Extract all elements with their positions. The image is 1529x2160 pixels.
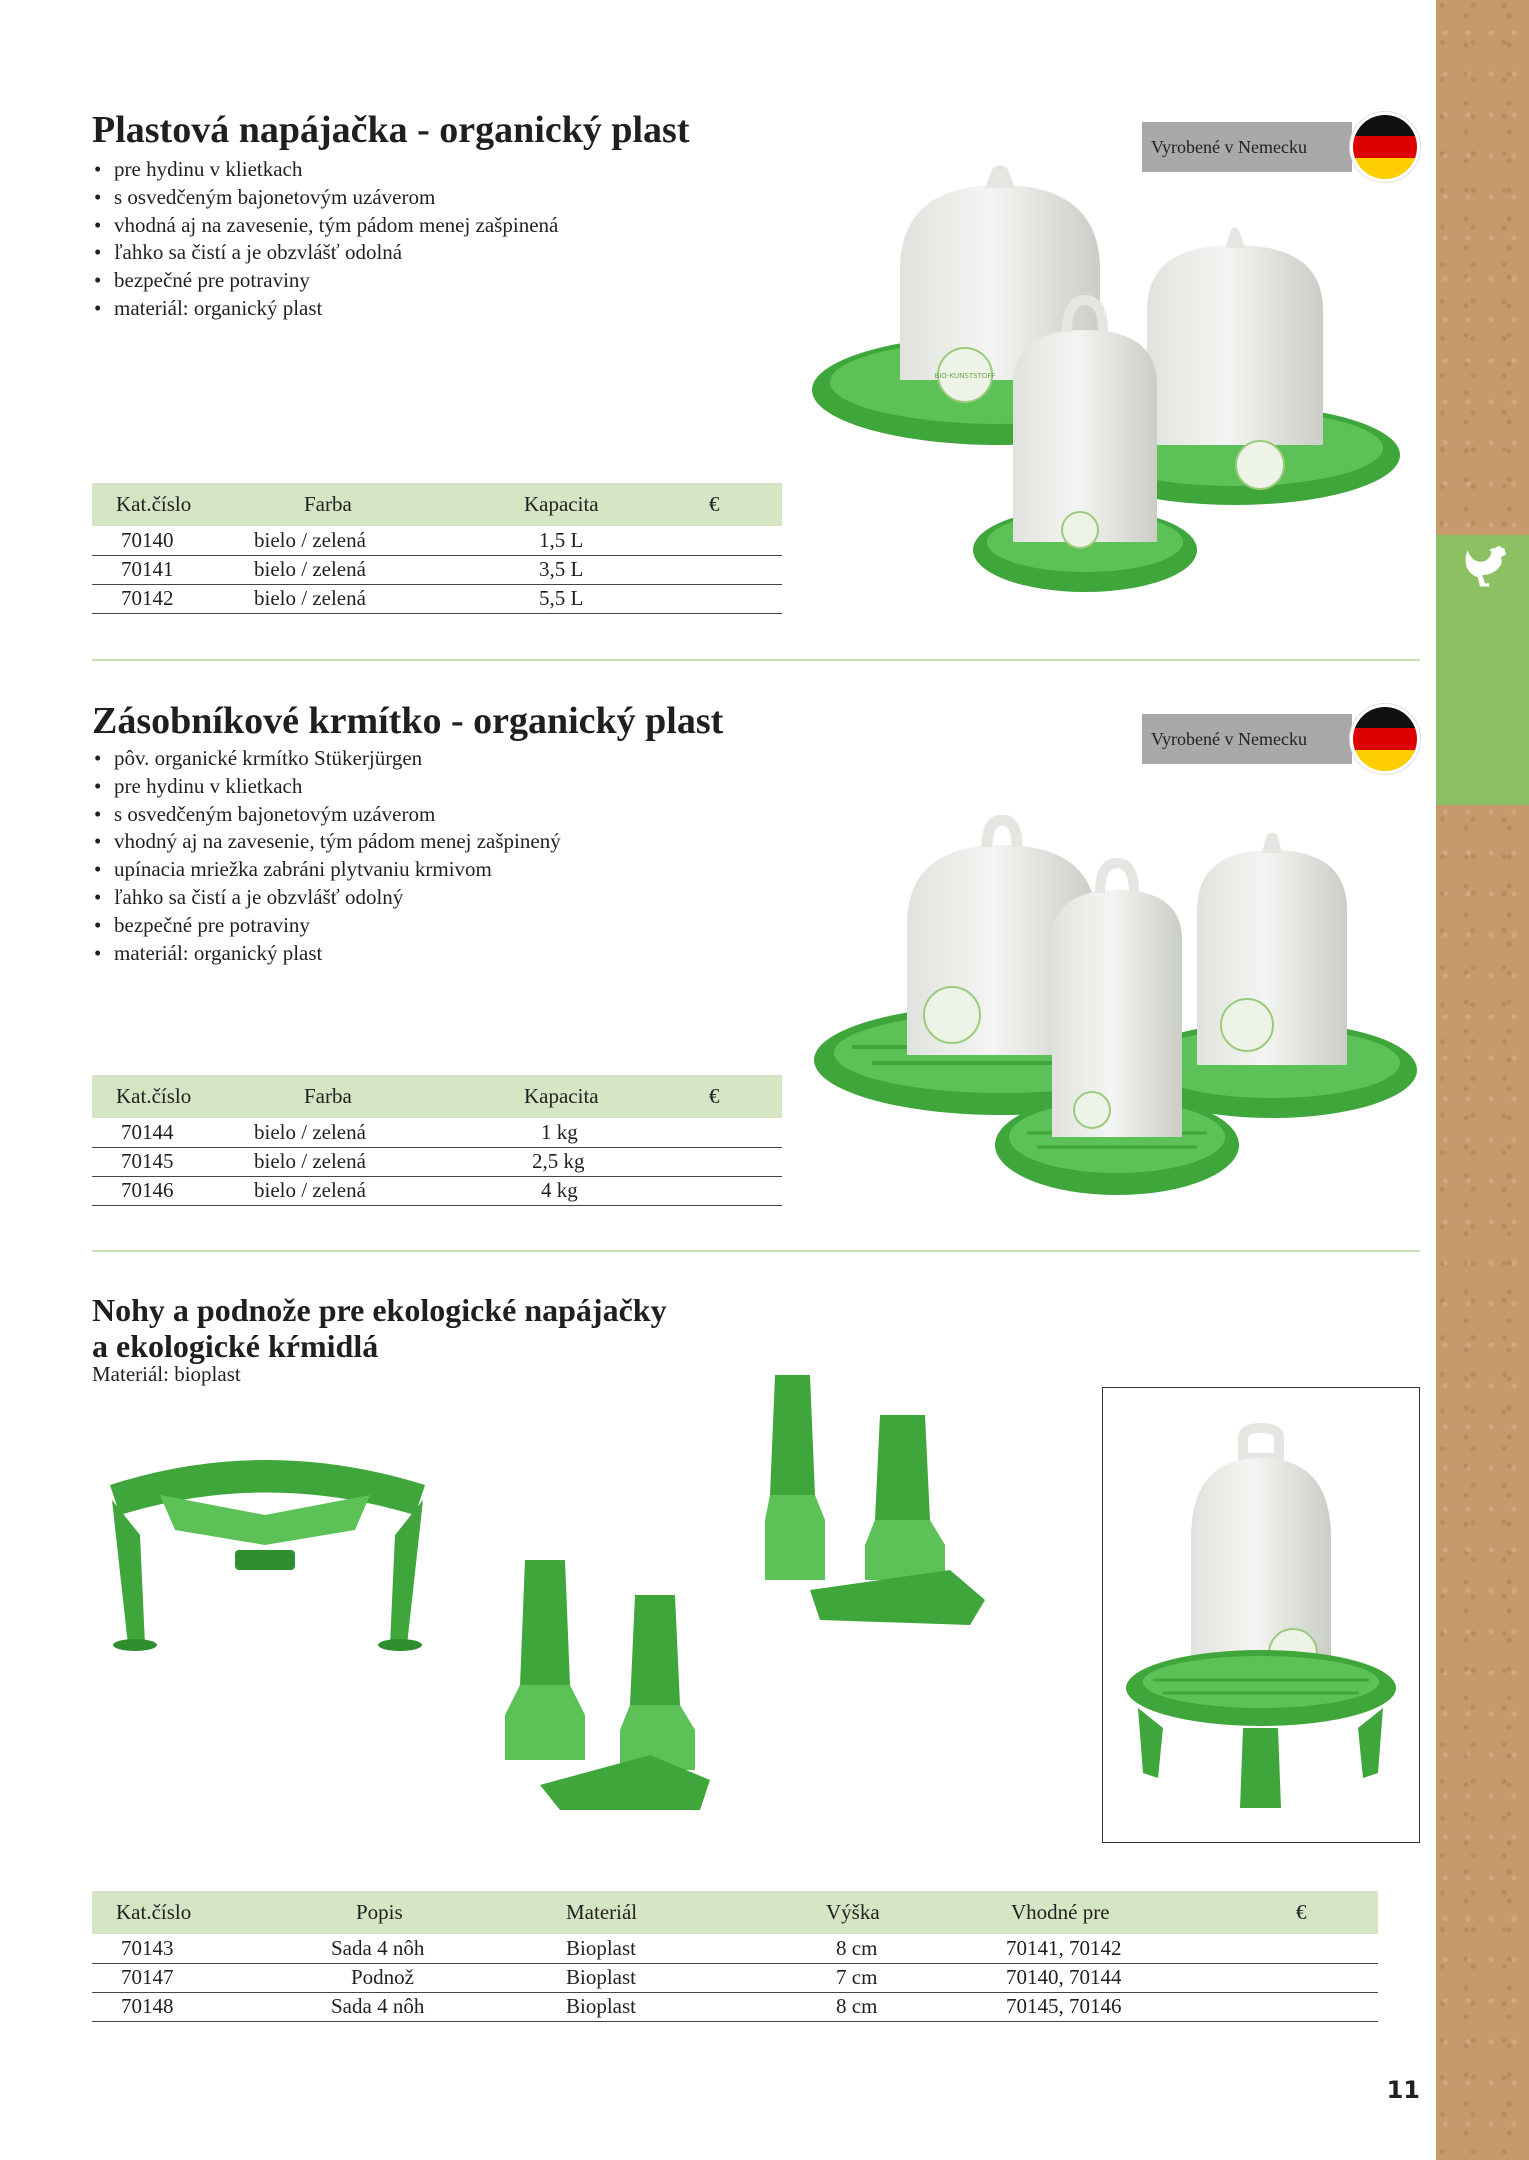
feature-item: • materiál: organický plast — [92, 940, 561, 968]
feature-item: • vhodný aj na zavesenie, tým pádom menej zašpinený — [92, 828, 561, 856]
cell-catalog: 70146 — [116, 1176, 254, 1205]
table-row — [92, 1963, 1378, 1992]
section-title-line: a ekologické kŕmidlá — [92, 1328, 379, 1364]
feeder-spec-table — [92, 1075, 782, 1206]
feature-item: • ľahko sa čistí a je obzvlášť odolný — [92, 884, 561, 912]
feature-item: • s osvedčeným bajonetovým uzáverom — [92, 184, 558, 212]
drinker-on-stand-frame — [1102, 1387, 1420, 1843]
cell-catalog: 70145 — [116, 1147, 254, 1176]
section-title-stands — [92, 1292, 667, 1364]
cell-description: Podnož — [266, 1963, 566, 1992]
table-header-row — [92, 483, 782, 526]
cell-height: 7 cm — [796, 1963, 966, 1992]
feeder-product-image — [812, 815, 1422, 1200]
table-row — [92, 1147, 782, 1176]
cell-capacity: 1,5 L — [524, 526, 709, 555]
col-header-price: € — [709, 1075, 782, 1118]
stand-product-image — [100, 1455, 435, 1655]
germany-flag-icon — [1350, 704, 1420, 774]
cell-color: bielo / zelená — [254, 526, 524, 555]
feature-item: • pôv. organické krmítko Stükerjürgen — [92, 745, 561, 773]
feature-item: • bezpečné pre potraviny — [92, 267, 558, 295]
drinker-product-image — [805, 160, 1415, 615]
cell-color: bielo / zelená — [254, 555, 524, 584]
cell-color: bielo / zelená — [254, 1118, 524, 1147]
cell-capacity: 1 kg — [524, 1118, 709, 1147]
table-row — [92, 526, 782, 555]
cell-color: bielo / zelená — [254, 1176, 524, 1205]
cell-price — [1231, 1934, 1378, 1963]
table-row — [92, 1934, 1378, 1963]
col-header-material: Materiál — [566, 1891, 796, 1934]
section-title-drinker: Plastová napájačka - organický plast — [92, 109, 690, 151]
cell-price — [1231, 1963, 1378, 1992]
cell-suitable-for: 70140, 70144 — [966, 1963, 1231, 1992]
cell-catalog: 70140 — [116, 526, 254, 555]
cell-catalog: 70141 — [116, 555, 254, 584]
table-header-row — [92, 1075, 782, 1118]
drinker-on-stand-image — [1103, 1388, 1418, 1840]
table-row — [92, 1118, 782, 1147]
table-row — [92, 555, 782, 584]
feature-item: • upínacia mriežka zabráni plytvaniu krmivom — [92, 856, 561, 884]
table-row — [92, 584, 782, 613]
feeder-features-list — [92, 745, 561, 967]
cell-price — [709, 555, 782, 584]
cell-material: Bioplast — [566, 1963, 796, 1992]
cell-catalog: 70147 — [116, 1963, 266, 1992]
cell-color: bielo / zelená — [254, 584, 524, 613]
cell-height: 8 cm — [796, 1934, 966, 1963]
material-note: Materiál: bioplast — [92, 1362, 241, 1386]
cell-capacity: 5,5 L — [524, 584, 709, 613]
feature-item: • vhodná aj na zavesenie, tým pádom menej zašpinená — [92, 212, 558, 240]
bio-label: BIO-KUNSTSTOFF — [934, 372, 996, 380]
cell-color: bielo / zelená — [254, 1147, 524, 1176]
col-header-color: Farba — [254, 483, 524, 526]
cell-capacity: 3,5 L — [524, 555, 709, 584]
drinker-spec-table — [92, 483, 782, 614]
section-title-line: Nohy a podnože pre ekologické napájačky — [92, 1292, 667, 1328]
made-in-germany-badge: Vyrobené v Nemecku — [1142, 122, 1352, 172]
col-header-catalog: Kat.číslo — [116, 1075, 254, 1118]
cell-price — [709, 1118, 782, 1147]
feature-item: • pre hydinu v klietkach — [92, 156, 558, 184]
feature-item: • ľahko sa čistí a je obzvlášť odolná — [92, 239, 558, 267]
col-header-description: Popis — [266, 1891, 566, 1934]
col-header-color: Farba — [254, 1075, 524, 1118]
cell-material: Bioplast — [566, 1992, 796, 2021]
cell-price — [1231, 1992, 1378, 2021]
cell-catalog: 70143 — [116, 1934, 266, 1963]
page-number: 11 — [1386, 2076, 1420, 2104]
col-header-price: € — [1231, 1891, 1378, 1934]
kraft-paper-strip — [1436, 0, 1529, 2160]
stands-spec-table — [92, 1891, 1378, 2022]
col-header-height: Výška — [796, 1891, 966, 1934]
made-in-germany-badge: Vyrobené v Nemecku — [1142, 714, 1352, 764]
legs-set-image — [500, 1555, 725, 1815]
cell-catalog: 70144 — [116, 1118, 254, 1147]
cell-material: Bioplast — [566, 1934, 796, 1963]
table-row — [92, 1176, 782, 1205]
table-header-row — [92, 1891, 1378, 1934]
cell-capacity: 2,5 kg — [524, 1147, 709, 1176]
col-header-capacity: Kapacita — [524, 483, 709, 526]
cell-height: 8 cm — [796, 1992, 966, 2021]
feature-item: • s osvedčeným bajonetovým uzáverom — [92, 801, 561, 829]
cell-price — [709, 1176, 782, 1205]
section-divider — [92, 659, 1420, 661]
table-row — [92, 1992, 1378, 2021]
col-header-price: € — [709, 483, 782, 526]
cell-price — [709, 1147, 782, 1176]
cell-catalog: 70148 — [116, 1992, 266, 2021]
section-divider — [92, 1250, 1420, 1252]
rooster-icon — [1450, 540, 1512, 602]
cell-capacity: 4 kg — [524, 1176, 709, 1205]
col-header-capacity: Kapacita — [524, 1075, 709, 1118]
col-header-catalog: Kat.číslo — [116, 483, 254, 526]
section-title-feeder: Zásobníkové krmítko - organický plast — [92, 700, 724, 742]
feature-item: • pre hydinu v klietkach — [92, 773, 561, 801]
drinker-features-list — [92, 156, 558, 323]
cell-price — [709, 526, 782, 555]
feature-item: • materiál: organický plast — [92, 295, 558, 323]
cell-price — [709, 584, 782, 613]
cell-description: Sada 4 nôh — [266, 1934, 566, 1963]
col-header-suitable-for: Vhodné pre — [966, 1891, 1231, 1934]
cell-catalog: 70142 — [116, 584, 254, 613]
col-header-catalog: Kat.číslo — [116, 1891, 266, 1934]
feature-item: • bezpečné pre potraviny — [92, 912, 561, 940]
cell-suitable-for: 70141, 70142 — [966, 1934, 1231, 1963]
cell-description: Sada 4 nôh — [266, 1992, 566, 2021]
legs-set-image — [765, 1370, 990, 1630]
cell-suitable-for: 70145, 70146 — [966, 1992, 1231, 2021]
